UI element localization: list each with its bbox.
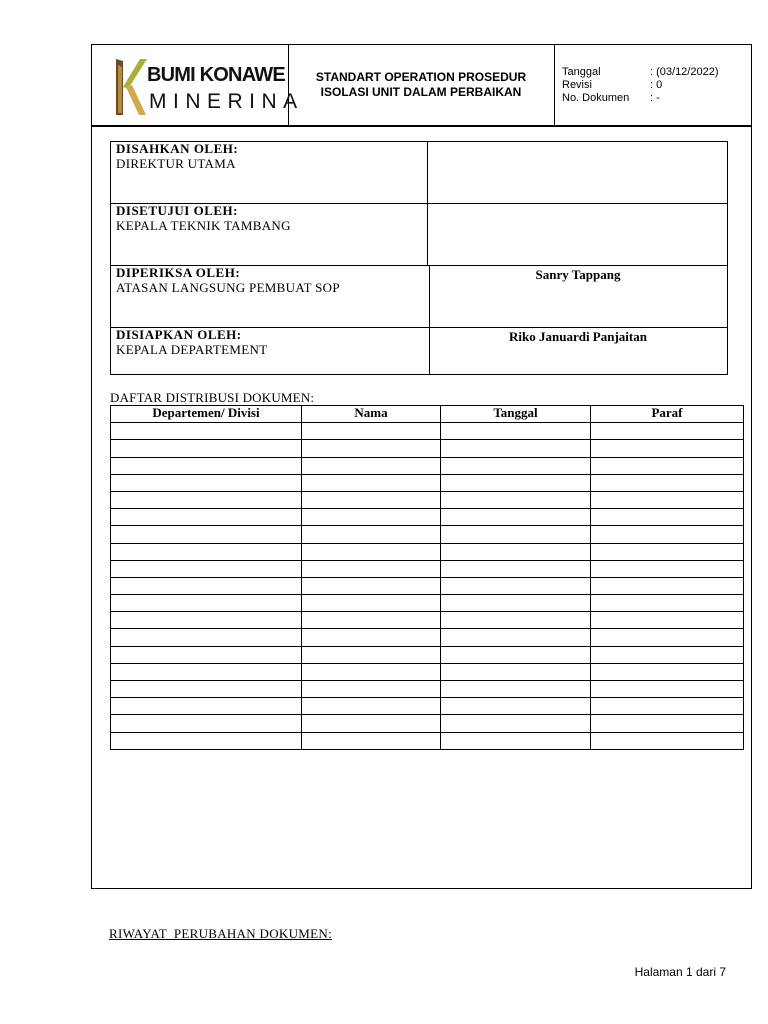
distribution-label: DAFTAR DISTRIBUSI DOKUMEN: bbox=[110, 390, 315, 405]
meta-label: No. Dokumen bbox=[562, 92, 630, 104]
table-row bbox=[111, 732, 744, 749]
approval-role: KEPALA DEPARTEMENT bbox=[116, 342, 268, 357]
company-logo bbox=[92, 45, 304, 125]
approval-divider bbox=[427, 204, 428, 265]
table-cell[interactable] bbox=[441, 526, 591, 543]
page-number: Halaman 1 dari 7 bbox=[634, 965, 726, 979]
distribution-header-row bbox=[111, 406, 744, 423]
table-cell[interactable] bbox=[591, 577, 744, 594]
table-row bbox=[111, 509, 744, 526]
table-cell[interactable] bbox=[441, 491, 591, 508]
table-cell[interactable] bbox=[591, 560, 744, 577]
column-header-departemen: Departemen/ Divisi bbox=[111, 406, 302, 423]
table-cell[interactable] bbox=[591, 491, 744, 508]
table-cell[interactable] bbox=[591, 681, 744, 698]
table-cell[interactable] bbox=[441, 681, 591, 698]
table-cell[interactable] bbox=[111, 629, 302, 646]
table-row bbox=[111, 681, 744, 698]
meta-value: : (03/12/2022) bbox=[650, 66, 719, 78]
table-cell[interactable] bbox=[111, 595, 302, 612]
meta-label: Revisi bbox=[562, 79, 592, 91]
document-title bbox=[288, 45, 555, 125]
table-row bbox=[111, 526, 744, 543]
table-row bbox=[111, 612, 744, 629]
table-row bbox=[111, 646, 744, 663]
title-line-2: ISOLASI UNIT DALAM PERBAIKAN bbox=[320, 85, 522, 99]
table-cell[interactable] bbox=[591, 595, 744, 612]
column-header-tanggal: Tanggal bbox=[441, 406, 591, 423]
logo-text-line1: BUMI KONAWE bbox=[147, 64, 285, 86]
table-cell[interactable] bbox=[302, 440, 441, 457]
table-row bbox=[111, 543, 744, 560]
table-cell[interactable] bbox=[441, 423, 591, 440]
table-cell[interactable] bbox=[111, 457, 302, 474]
table-row bbox=[111, 457, 744, 474]
table-row bbox=[111, 440, 744, 457]
table-cell[interactable] bbox=[441, 732, 591, 749]
table-cell[interactable] bbox=[591, 423, 744, 440]
table-cell[interactable] bbox=[302, 595, 441, 612]
title-line-1: STANDART OPERATION PROSEDUR bbox=[315, 70, 527, 84]
table-cell[interactable] bbox=[441, 612, 591, 629]
table-cell[interactable] bbox=[441, 663, 591, 680]
table-row bbox=[111, 715, 744, 732]
table-cell[interactable] bbox=[591, 663, 744, 680]
table-cell[interactable] bbox=[111, 491, 302, 508]
meta-value: : - bbox=[650, 92, 660, 104]
table-cell[interactable] bbox=[111, 509, 302, 526]
meta-label: Tanggal bbox=[562, 66, 601, 78]
column-header-nama: Nama bbox=[302, 406, 441, 423]
table-cell[interactable] bbox=[441, 715, 591, 732]
table-row bbox=[111, 474, 744, 491]
table-cell[interactable] bbox=[441, 629, 591, 646]
table-cell[interactable] bbox=[441, 595, 591, 612]
table-cell[interactable] bbox=[441, 543, 591, 560]
table-row bbox=[111, 663, 744, 680]
table-cell[interactable] bbox=[591, 440, 744, 457]
table-cell[interactable] bbox=[441, 698, 591, 715]
table-cell[interactable] bbox=[302, 423, 441, 440]
approval-heading: DISAHKAN OLEH: bbox=[116, 141, 239, 156]
table-cell[interactable] bbox=[111, 440, 302, 457]
table-cell[interactable] bbox=[302, 715, 441, 732]
distribution-table bbox=[110, 405, 744, 750]
table-cell[interactable] bbox=[111, 526, 302, 543]
table-cell[interactable] bbox=[302, 646, 441, 663]
table-row bbox=[111, 698, 744, 715]
table-row bbox=[111, 629, 744, 646]
table-cell[interactable] bbox=[441, 457, 591, 474]
table-cell[interactable] bbox=[591, 698, 744, 715]
table-cell[interactable] bbox=[591, 629, 744, 646]
distribution-rows bbox=[111, 423, 744, 750]
column-header-paraf: Paraf bbox=[591, 406, 744, 423]
table-cell[interactable] bbox=[111, 732, 302, 749]
approval-heading: DISIAPKAN OLEH: bbox=[116, 327, 242, 342]
approval-role: KEPALA TEKNIK TAMBANG bbox=[116, 218, 291, 233]
document-header bbox=[92, 45, 751, 127]
document-meta bbox=[562, 66, 719, 105]
history-label: RIWAYAT PERUBAHAN DOKUMEN: bbox=[109, 926, 332, 941]
table-cell[interactable] bbox=[302, 543, 441, 560]
table-cell[interactable] bbox=[111, 698, 302, 715]
meta-value: : 0 bbox=[650, 79, 663, 91]
table-cell[interactable] bbox=[441, 560, 591, 577]
table-cell[interactable] bbox=[111, 543, 302, 560]
table-row bbox=[111, 595, 744, 612]
table-row bbox=[111, 423, 744, 440]
approval-signatory: Riko Januardi Panjaitan bbox=[509, 329, 647, 344]
table-cell[interactable] bbox=[441, 509, 591, 526]
table-cell[interactable] bbox=[111, 646, 302, 663]
table-cell[interactable] bbox=[591, 526, 744, 543]
table-cell[interactable] bbox=[302, 577, 441, 594]
table-row bbox=[111, 560, 744, 577]
sop-document-frame bbox=[91, 44, 752, 889]
meta-row-tanggal bbox=[562, 66, 719, 79]
table-cell[interactable] bbox=[111, 681, 302, 698]
approval-heading: DIPERIKSA OLEH: bbox=[116, 265, 241, 280]
logo-text-line2: MINERINA bbox=[149, 90, 304, 113]
table-cell[interactable] bbox=[302, 474, 441, 491]
table-cell[interactable] bbox=[591, 509, 744, 526]
table-cell[interactable] bbox=[111, 577, 302, 594]
approval-role: ATASAN LANGSUNG PEMBUAT SOP bbox=[116, 280, 340, 295]
table-cell[interactable] bbox=[302, 612, 441, 629]
approval-row-diperiksa bbox=[111, 266, 727, 328]
table-cell[interactable] bbox=[302, 681, 441, 698]
meta-row-no-dokumen bbox=[562, 92, 719, 105]
table-cell[interactable] bbox=[111, 474, 302, 491]
table-cell[interactable] bbox=[591, 732, 744, 749]
approval-row-disetujui bbox=[111, 204, 727, 266]
table-row bbox=[111, 577, 744, 594]
table-cell[interactable] bbox=[302, 491, 441, 508]
table-cell[interactable] bbox=[302, 560, 441, 577]
table-cell[interactable] bbox=[441, 474, 591, 491]
table-cell[interactable] bbox=[302, 629, 441, 646]
approval-row-disiapkan bbox=[111, 328, 727, 375]
approval-divider bbox=[427, 142, 428, 203]
table-cell[interactable] bbox=[302, 509, 441, 526]
table-cell[interactable] bbox=[591, 646, 744, 663]
table-cell[interactable] bbox=[591, 543, 744, 560]
meta-row-revisi bbox=[562, 79, 719, 92]
approval-signatory: Sanry Tappang bbox=[535, 267, 621, 282]
table-cell[interactable] bbox=[302, 698, 441, 715]
table-cell[interactable] bbox=[302, 663, 441, 680]
table-cell[interactable] bbox=[441, 577, 591, 594]
table-cell[interactable] bbox=[302, 526, 441, 543]
approval-table bbox=[110, 141, 728, 375]
approval-role: DIREKTUR UTAMA bbox=[116, 156, 236, 171]
table-cell[interactable] bbox=[591, 474, 744, 491]
table-cell[interactable] bbox=[302, 732, 441, 749]
table-row bbox=[111, 491, 744, 508]
table-cell[interactable] bbox=[591, 612, 744, 629]
table-cell[interactable] bbox=[441, 646, 591, 663]
approval-heading: DISETUJUI OLEH: bbox=[116, 203, 238, 218]
table-cell[interactable] bbox=[591, 715, 744, 732]
table-cell[interactable] bbox=[302, 457, 441, 474]
table-cell[interactable] bbox=[111, 715, 302, 732]
table-cell[interactable] bbox=[441, 440, 591, 457]
k-letter-logo-icon bbox=[114, 57, 148, 117]
table-cell[interactable] bbox=[591, 457, 744, 474]
table-cell[interactable] bbox=[111, 560, 302, 577]
table-cell[interactable] bbox=[111, 663, 302, 680]
table-cell[interactable] bbox=[111, 612, 302, 629]
approval-row-disahkan bbox=[111, 142, 727, 204]
table-cell[interactable] bbox=[111, 423, 302, 440]
